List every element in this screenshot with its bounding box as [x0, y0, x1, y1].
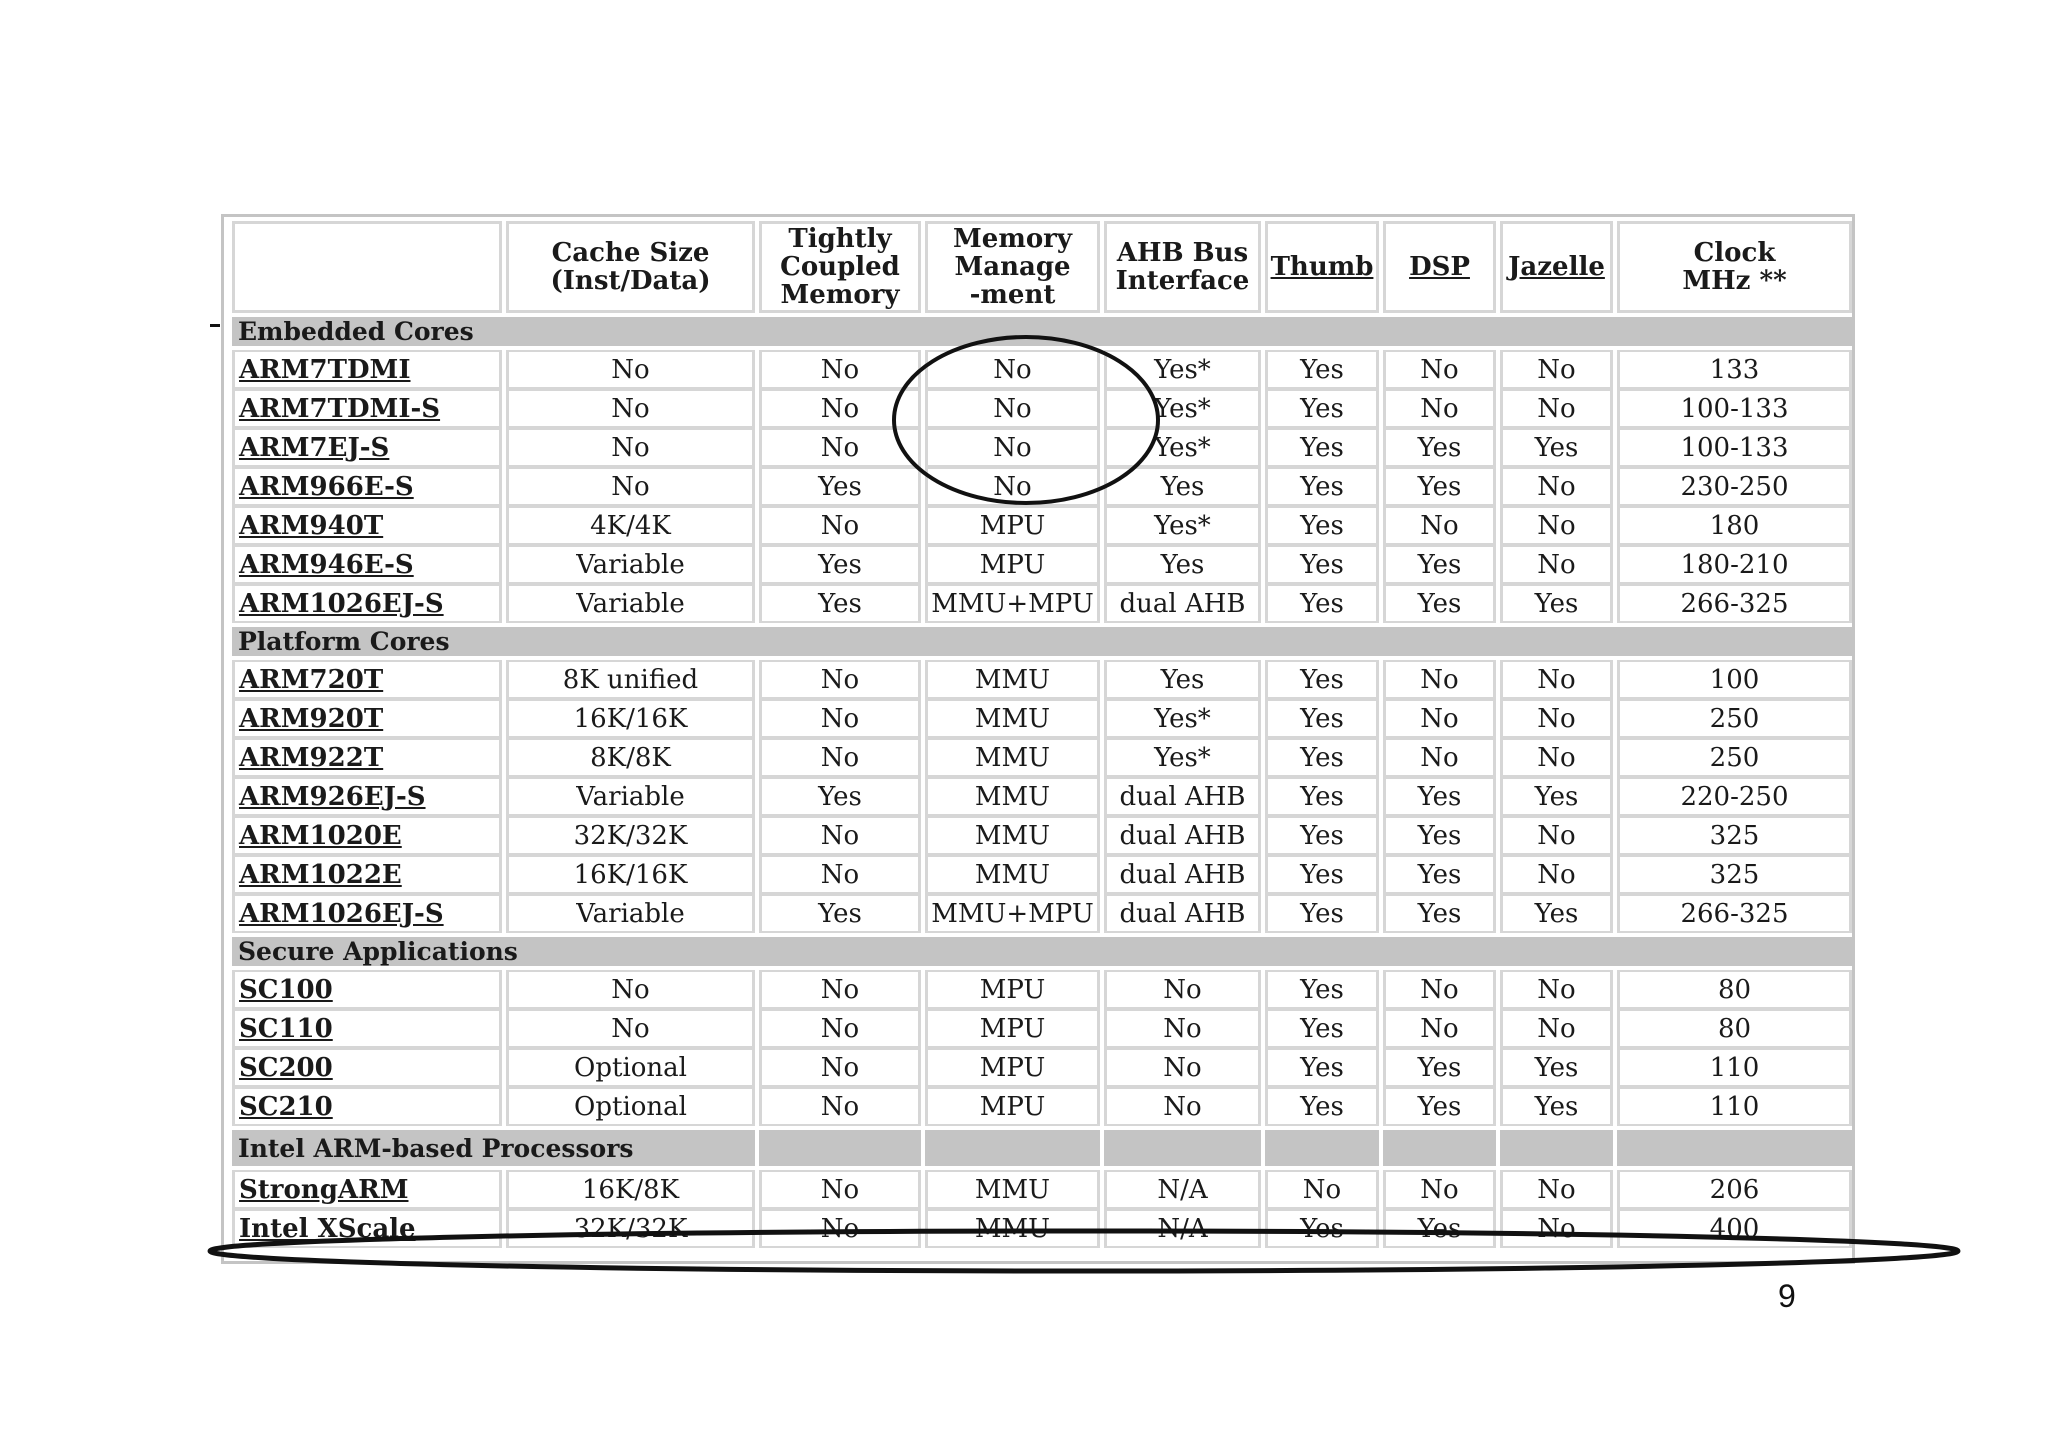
core-name-cell[interactable]: ARM966E-S: [232, 467, 502, 506]
thumb-cell: Yes: [1265, 545, 1379, 584]
jazelle-cell: Yes: [1500, 428, 1613, 467]
memory-management-cell: MMU: [925, 1170, 1100, 1209]
jazelle-cell: No: [1500, 699, 1613, 738]
memory-management-cell: MPU: [925, 970, 1100, 1009]
jazelle-cell: No: [1500, 350, 1613, 389]
tightly-coupled-memory-cell: No: [759, 350, 921, 389]
clock-mhz-cell: 100: [1617, 660, 1852, 699]
header-mm-line-3: -ment: [969, 280, 1056, 310]
ahb-bus-interface-cell: Yes*: [1104, 350, 1261, 389]
header-mm-line-1: Memory: [953, 224, 1072, 254]
memory-management-cell: MPU: [925, 506, 1100, 545]
jazelle-cell: Yes: [1500, 584, 1613, 623]
thumb-cell: Yes: [1265, 816, 1379, 855]
clock-mhz-cell: 180-210: [1617, 545, 1852, 584]
clock-mhz-cell: 400: [1617, 1209, 1852, 1248]
ahb-bus-interface-cell: Yes: [1104, 467, 1261, 506]
thumb-cell: Yes: [1265, 467, 1379, 506]
jazelle-cell: No: [1500, 389, 1613, 428]
core-name-cell[interactable]: SC100: [232, 970, 502, 1009]
ahb-bus-interface-cell: Yes*: [1104, 738, 1261, 777]
cache-size-cell: 8K/8K: [506, 738, 755, 777]
clock-mhz-cell: 230-250: [1617, 467, 1852, 506]
tightly-coupled-memory-cell: Yes: [759, 545, 921, 584]
dsp-cell: No: [1383, 350, 1496, 389]
jazelle-cell: No: [1500, 1209, 1613, 1248]
jazelle-cell: No: [1500, 506, 1613, 545]
tightly-coupled-memory-cell: No: [759, 1009, 921, 1048]
thumb-cell: No: [1265, 1170, 1379, 1209]
core-name-cell[interactable]: ARM720T: [232, 660, 502, 699]
dsp-cell: Yes: [1383, 894, 1496, 933]
cache-size-cell: Variable: [506, 545, 755, 584]
dsp-cell: Yes: [1383, 584, 1496, 623]
header-dsp-label[interactable]: DSP: [1409, 252, 1470, 282]
core-name-cell[interactable]: ARM7EJ-S: [232, 428, 502, 467]
thumb-cell: Yes: [1265, 1209, 1379, 1248]
dsp-cell: Yes: [1383, 1087, 1496, 1126]
dsp-cell: No: [1383, 1170, 1496, 1209]
core-name-cell[interactable]: ARM940T: [232, 506, 502, 545]
jazelle-cell: No: [1500, 467, 1613, 506]
header-mm-line-2: Manage: [954, 252, 1071, 282]
dsp-cell: No: [1383, 699, 1496, 738]
header-cache-line-1: Cache Size: [551, 238, 710, 268]
header-ahb-line-2: Interface: [1115, 266, 1250, 296]
jazelle-cell: No: [1500, 1009, 1613, 1048]
tightly-coupled-memory-cell: No: [759, 428, 921, 467]
ahb-bus-interface-cell: No: [1104, 1009, 1261, 1048]
group-label: Embedded Cores: [232, 313, 1852, 350]
thumb-cell: Yes: [1265, 894, 1379, 933]
tightly-coupled-memory-cell: No: [759, 1170, 921, 1209]
thumb-cell: Yes: [1265, 699, 1379, 738]
page-number: 9: [1778, 1278, 1796, 1314]
core-name-cell[interactable]: SC210: [232, 1087, 502, 1126]
ahb-bus-interface-cell: No: [1104, 1048, 1261, 1087]
clock-mhz-cell: 266-325: [1617, 584, 1852, 623]
cache-size-cell: No: [506, 350, 755, 389]
ahb-bus-interface-cell: No: [1104, 970, 1261, 1009]
thumb-cell: Yes: [1265, 506, 1379, 545]
thumb-cell: Yes: [1265, 389, 1379, 428]
memory-management-cell: MMU: [925, 777, 1100, 816]
core-name-cell[interactable]: ARM1026EJ-S: [232, 894, 502, 933]
clock-mhz-cell: 325: [1617, 855, 1852, 894]
core-name-cell[interactable]: SC200: [232, 1048, 502, 1087]
clock-mhz-cell: 110: [1617, 1048, 1852, 1087]
ahb-bus-interface-cell: N/A: [1104, 1209, 1261, 1248]
memory-management-cell: MMU+MPU: [925, 584, 1100, 623]
clock-mhz-cell: 266-325: [1617, 894, 1852, 933]
cache-size-cell: No: [506, 428, 755, 467]
dsp-cell: Yes: [1383, 1209, 1496, 1248]
dsp-cell: No: [1383, 660, 1496, 699]
core-name-cell[interactable]: SC110: [232, 1009, 502, 1048]
header-jazelle-label[interactable]: Jazelle: [1508, 252, 1605, 282]
clock-mhz-cell: 220-250: [1617, 777, 1852, 816]
ahb-bus-interface-cell: Yes*: [1104, 699, 1261, 738]
thumb-cell: Yes: [1265, 855, 1379, 894]
core-name-cell[interactable]: ARM7TDMI: [232, 350, 502, 389]
ahb-bus-interface-cell: Yes: [1104, 660, 1261, 699]
cache-size-cell: No: [506, 467, 755, 506]
ahb-bus-interface-cell: dual AHB: [1104, 584, 1261, 623]
tightly-coupled-memory-cell: Yes: [759, 467, 921, 506]
dsp-cell: No: [1383, 970, 1496, 1009]
cache-size-cell: 32K/32K: [506, 816, 755, 855]
core-name-cell[interactable]: ARM1026EJ-S: [232, 584, 502, 623]
group-label: Platform Cores: [232, 623, 1852, 660]
tightly-coupled-memory-cell: No: [759, 816, 921, 855]
thumb-cell: Yes: [1265, 777, 1379, 816]
dsp-cell: No: [1383, 506, 1496, 545]
jazelle-cell: No: [1500, 660, 1613, 699]
dsp-cell: Yes: [1383, 545, 1496, 584]
memory-management-cell: MMU: [925, 1209, 1100, 1248]
cache-size-cell: Optional: [506, 1048, 755, 1087]
dsp-cell: Yes: [1383, 816, 1496, 855]
tightly-coupled-memory-cell: No: [759, 1209, 921, 1248]
memory-management-cell: MPU: [925, 545, 1100, 584]
header-thumb-label[interactable]: Thumb: [1270, 252, 1374, 282]
cache-size-cell: 16K/16K: [506, 699, 755, 738]
core-name-cell[interactable]: StrongARM: [232, 1170, 502, 1209]
memory-management-cell: MPU: [925, 1009, 1100, 1048]
jazelle-cell: No: [1500, 855, 1613, 894]
core-name-cell[interactable]: ARM922T: [232, 738, 502, 777]
dsp-cell: No: [1383, 389, 1496, 428]
header-tcm-line-2: Coupled: [780, 252, 900, 282]
thumb-cell: Yes: [1265, 660, 1379, 699]
thumb-cell: Yes: [1265, 584, 1379, 623]
ahb-bus-interface-cell: N/A: [1104, 1170, 1261, 1209]
tightly-coupled-memory-cell: No: [759, 1048, 921, 1087]
tightly-coupled-memory-cell: No: [759, 855, 921, 894]
jazelle-cell: Yes: [1500, 894, 1613, 933]
tightly-coupled-memory-cell: Yes: [759, 777, 921, 816]
header-clock-line-2: MHz **: [1682, 266, 1787, 296]
memory-management-cell: No: [925, 428, 1100, 467]
header-tcm-line-1: Tightly: [788, 224, 892, 254]
tightly-coupled-memory-cell: No: [759, 389, 921, 428]
cache-size-cell: 4K/4K: [506, 506, 755, 545]
memory-management-cell: No: [925, 350, 1100, 389]
ahb-bus-interface-cell: Yes*: [1104, 389, 1261, 428]
thumb-cell: Yes: [1265, 970, 1379, 1009]
tightly-coupled-memory-cell: No: [759, 699, 921, 738]
memory-management-cell: MPU: [925, 1048, 1100, 1087]
cache-size-cell: 16K/8K: [506, 1170, 755, 1209]
clock-mhz-cell: 133: [1617, 350, 1852, 389]
dsp-cell: Yes: [1383, 1048, 1496, 1087]
memory-management-cell: No: [925, 467, 1100, 506]
memory-management-cell: MMU: [925, 816, 1100, 855]
ahb-bus-interface-cell: dual AHB: [1104, 855, 1261, 894]
jazelle-cell: Yes: [1500, 777, 1613, 816]
cache-size-cell: Variable: [506, 584, 755, 623]
core-name-cell[interactable]: ARM946E-S: [232, 545, 502, 584]
group-label: Secure Applications: [232, 933, 1852, 970]
memory-management-cell: No: [925, 389, 1100, 428]
group-label: Intel ARM-based Processors: [232, 1126, 755, 1170]
cache-size-cell: Optional: [506, 1087, 755, 1126]
cache-size-cell: No: [506, 1009, 755, 1048]
clock-mhz-cell: 206: [1617, 1170, 1852, 1209]
clock-mhz-cell: 325: [1617, 816, 1852, 855]
ahb-bus-interface-cell: No: [1104, 1087, 1261, 1126]
jazelle-cell: Yes: [1500, 1087, 1613, 1126]
thumb-cell: Yes: [1265, 428, 1379, 467]
dsp-cell: Yes: [1383, 777, 1496, 816]
tightly-coupled-memory-cell: No: [759, 506, 921, 545]
tightly-coupled-memory-cell: Yes: [759, 894, 921, 933]
thumb-cell: Yes: [1265, 1087, 1379, 1126]
clock-mhz-cell: 180: [1617, 506, 1852, 545]
ahb-bus-interface-cell: dual AHB: [1104, 777, 1261, 816]
jazelle-cell: No: [1500, 738, 1613, 777]
core-name-cell[interactable]: ARM7TDMI-S: [232, 389, 502, 428]
thumb-cell: Yes: [1265, 350, 1379, 389]
ahb-bus-interface-cell: dual AHB: [1104, 816, 1261, 855]
clock-mhz-cell: 110: [1617, 1087, 1852, 1126]
cache-size-cell: Variable: [506, 777, 755, 816]
memory-management-cell: MMU: [925, 738, 1100, 777]
dsp-cell: Yes: [1383, 428, 1496, 467]
memory-management-cell: MMU: [925, 660, 1100, 699]
core-name-cell[interactable]: ARM926EJ-S: [232, 777, 502, 816]
tightly-coupled-memory-cell: No: [759, 738, 921, 777]
clock-mhz-cell: 80: [1617, 970, 1852, 1009]
thumb-cell: Yes: [1265, 738, 1379, 777]
cache-size-cell: 32K/32K: [506, 1209, 755, 1248]
core-name-cell[interactable]: ARM1022E: [232, 855, 502, 894]
annotation-ellipse-intel-xscale-row: [210, 1231, 1958, 1271]
thumb-cell: Yes: [1265, 1048, 1379, 1087]
dsp-cell: No: [1383, 1009, 1496, 1048]
core-name-cell[interactable]: ARM1020E: [232, 816, 502, 855]
cache-size-cell: No: [506, 970, 755, 1009]
cache-size-cell: 8K unified: [506, 660, 755, 699]
jazelle-cell: No: [1500, 545, 1613, 584]
annotation-circle-memory-management: [894, 337, 1158, 503]
clock-mhz-cell: 100-133: [1617, 389, 1852, 428]
tightly-coupled-memory-cell: Yes: [759, 584, 921, 623]
memory-management-cell: MMU: [925, 855, 1100, 894]
core-name-cell[interactable]: Intel XScale: [232, 1209, 502, 1248]
jazelle-cell: No: [1500, 816, 1613, 855]
memory-management-cell: MMU+MPU: [925, 894, 1100, 933]
dsp-cell: No: [1383, 738, 1496, 777]
ahb-bus-interface-cell: Yes: [1104, 545, 1261, 584]
cache-size-cell: 16K/16K: [506, 855, 755, 894]
clock-mhz-cell: 250: [1617, 699, 1852, 738]
tightly-coupled-memory-cell: No: [759, 660, 921, 699]
jazelle-cell: Yes: [1500, 1048, 1613, 1087]
jazelle-cell: No: [1500, 970, 1613, 1009]
dsp-cell: Yes: [1383, 467, 1496, 506]
ahb-bus-interface-cell: Yes*: [1104, 506, 1261, 545]
dsp-cell: Yes: [1383, 855, 1496, 894]
ahb-bus-interface-cell: Yes*: [1104, 428, 1261, 467]
header-ahb-line-1: AHB Bus: [1116, 238, 1249, 268]
ahb-bus-interface-cell: dual AHB: [1104, 894, 1261, 933]
memory-management-cell: MMU: [925, 699, 1100, 738]
clock-mhz-cell: 80: [1617, 1009, 1852, 1048]
cache-size-cell: Variable: [506, 894, 755, 933]
core-name-cell[interactable]: ARM920T: [232, 699, 502, 738]
thumb-cell: Yes: [1265, 1009, 1379, 1048]
tightly-coupled-memory-cell: No: [759, 1087, 921, 1126]
header-tcm-line-3: Memory: [780, 280, 900, 310]
header-clock-line-1: Clock: [1693, 238, 1776, 268]
memory-management-cell: MPU: [925, 1087, 1100, 1126]
clock-mhz-cell: 250: [1617, 738, 1852, 777]
cache-size-cell: No: [506, 389, 755, 428]
clock-mhz-cell: 100-133: [1617, 428, 1852, 467]
tightly-coupled-memory-cell: No: [759, 970, 921, 1009]
jazelle-cell: No: [1500, 1170, 1613, 1209]
header-cache-line-2: (Inst/Data): [550, 266, 711, 296]
